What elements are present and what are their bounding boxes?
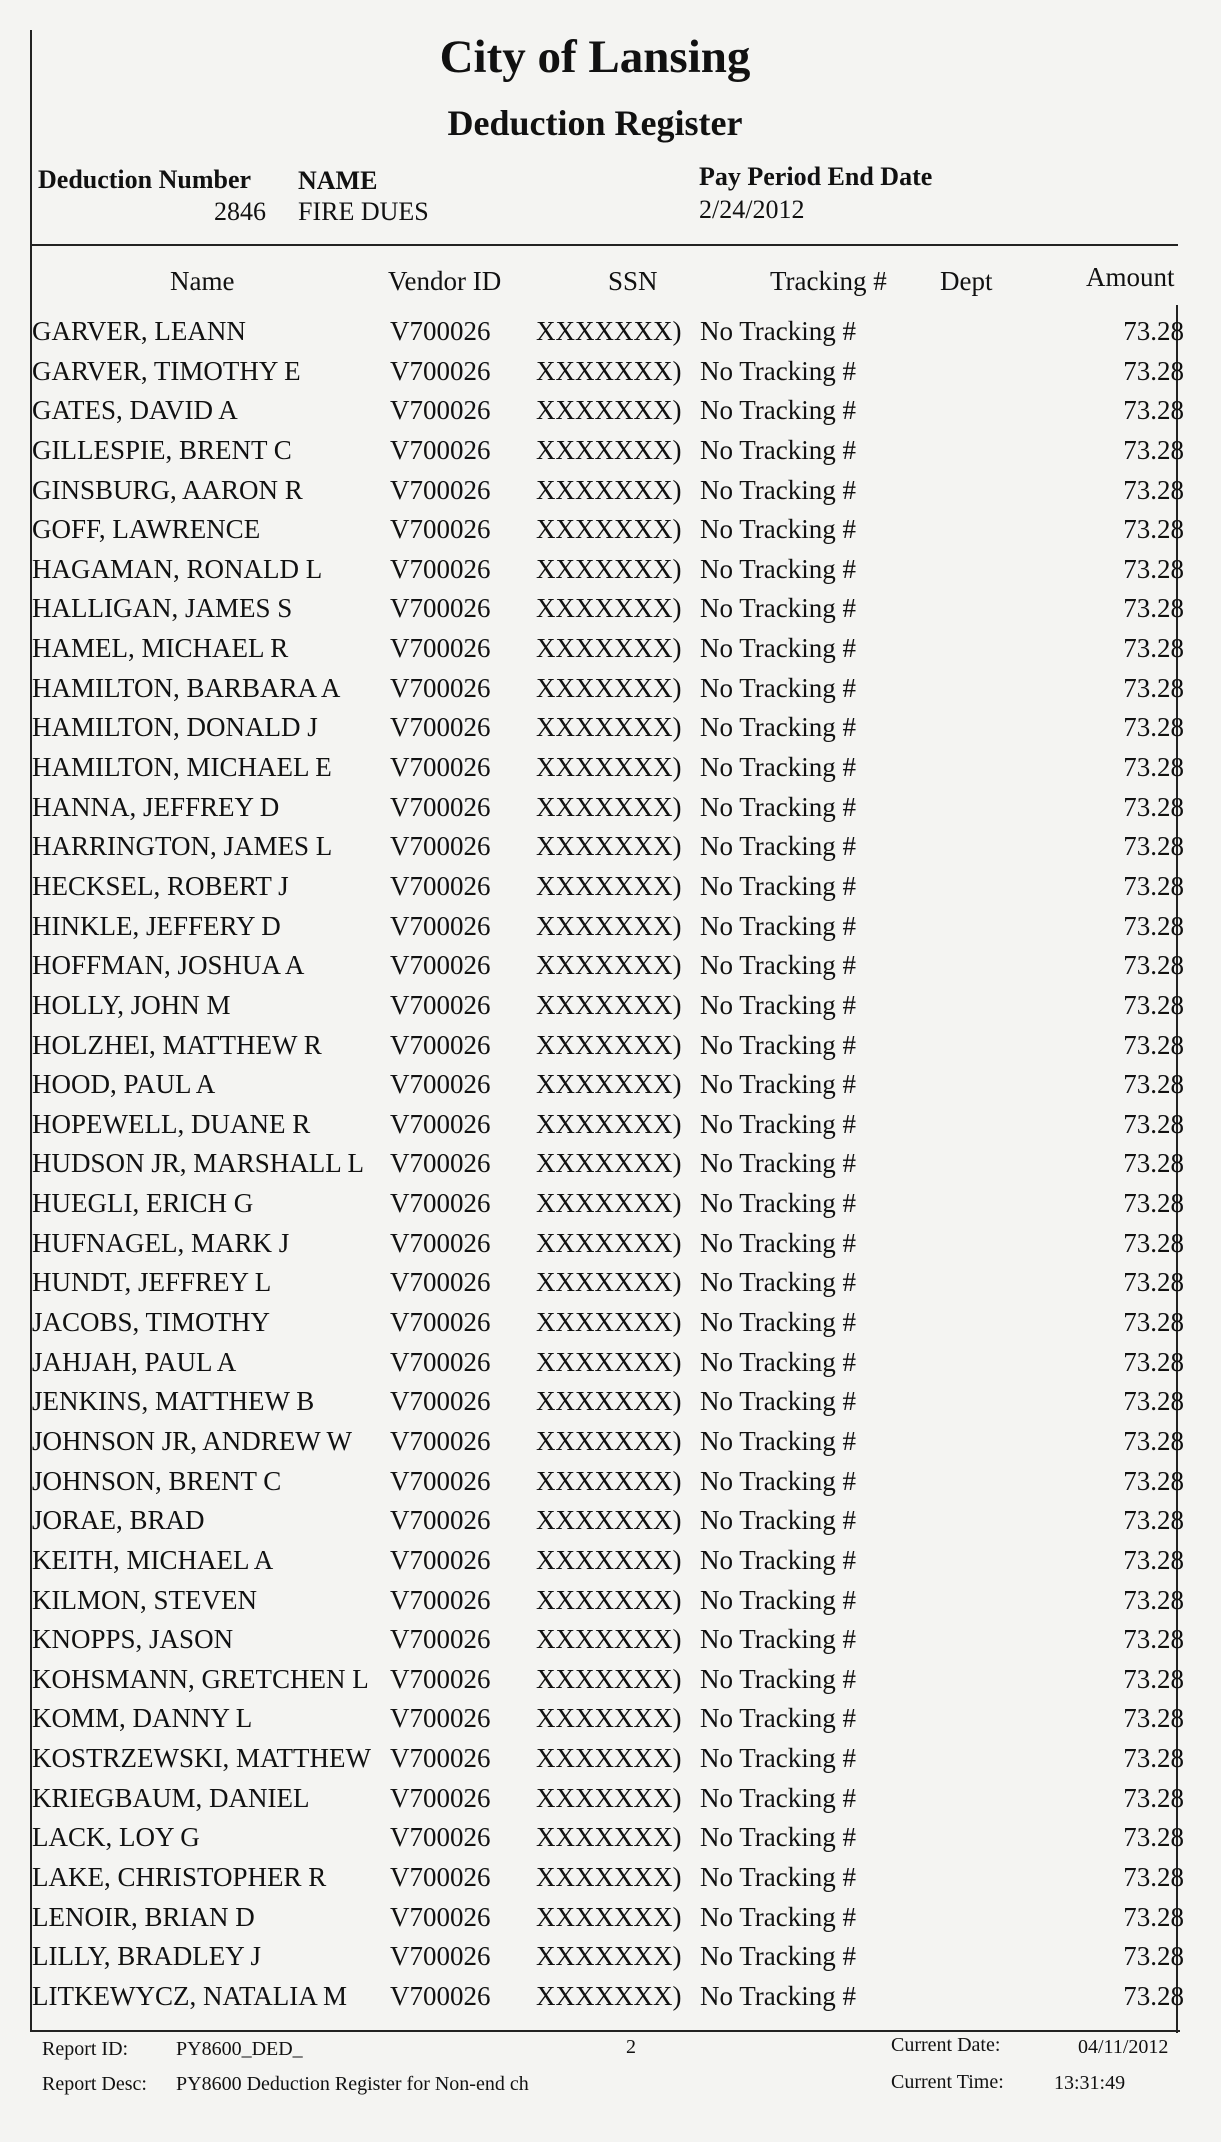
- row-amount: 73.28: [1123, 1743, 1184, 1774]
- row-vendor-id: V700026: [390, 395, 491, 426]
- row-amount: 73.28: [1123, 1227, 1184, 1258]
- row-name: HINKLE, JEFFERY D: [32, 910, 281, 941]
- row-tracking: No Tracking #: [700, 950, 857, 981]
- row-tracking: No Tracking #: [700, 672, 857, 703]
- row-tracking: No Tracking #: [700, 1663, 857, 1694]
- row-amount: 73.28: [1123, 395, 1184, 426]
- row-ssn: XXXXXXX): [536, 1743, 682, 1774]
- column-header-name: Name: [170, 266, 235, 296]
- pay-period-value: 2/24/2012: [699, 195, 805, 224]
- row-ssn: XXXXXXX): [536, 355, 682, 386]
- row-tracking: No Tracking #: [700, 831, 857, 862]
- row-name: HAMEL, MICHAEL R: [32, 633, 289, 664]
- row-name: KRIEGBAUM, DANIEL: [32, 1782, 310, 1813]
- row-vendor-id: V700026: [390, 1703, 491, 1734]
- row-tracking: No Tracking #: [700, 1029, 857, 1060]
- row-tracking: No Tracking #: [700, 1505, 857, 1536]
- row-vendor-id: V700026: [390, 1980, 491, 2011]
- table-row: [0, 1069, 1221, 1109]
- row-vendor-id: V700026: [390, 1307, 491, 1338]
- current-time-value: 13:31:49: [1054, 2072, 1126, 2094]
- header-divider: [30, 244, 1178, 246]
- row-name: JACOBS, TIMOTHY: [32, 1307, 271, 1338]
- row-amount: 73.28: [1123, 1544, 1184, 1575]
- row-ssn: XXXXXXX): [536, 712, 682, 743]
- row-vendor-id: V700026: [390, 1425, 491, 1456]
- table-row: [0, 831, 1221, 871]
- name-label: NAME: [298, 166, 378, 195]
- row-ssn: XXXXXXX): [536, 553, 682, 584]
- row-name: HANNA, JEFFREY D: [32, 791, 280, 822]
- row-name: KEITH, MICHAEL A: [32, 1544, 274, 1575]
- row-tracking: No Tracking #: [700, 989, 857, 1020]
- row-tracking: No Tracking #: [700, 1465, 857, 1496]
- table-row: [0, 554, 1221, 594]
- row-vendor-id: V700026: [390, 434, 491, 465]
- table-row: [0, 1228, 1221, 1268]
- column-header-ssn: SSN: [608, 266, 658, 296]
- deduction-number-value: 2846: [214, 197, 266, 226]
- page-number: 2: [626, 2036, 636, 2058]
- row-tracking: No Tracking #: [700, 1188, 857, 1219]
- row-amount: 73.28: [1123, 1108, 1184, 1139]
- table-row: [0, 1109, 1221, 1149]
- table-row: [0, 1981, 1221, 2021]
- row-vendor-id: V700026: [390, 1663, 491, 1694]
- report-desc-label: Report Desc:: [42, 2073, 147, 2095]
- row-amount: 73.28: [1123, 1386, 1184, 1417]
- row-tracking: No Tracking #: [700, 1703, 857, 1734]
- row-tracking: No Tracking #: [700, 593, 857, 624]
- row-name: HAMILTON, BARBARA A: [32, 672, 341, 703]
- row-tracking: No Tracking #: [700, 1901, 857, 1932]
- row-amount: 73.28: [1123, 831, 1184, 862]
- row-vendor-id: V700026: [390, 1465, 491, 1496]
- row-vendor-id: V700026: [390, 1029, 491, 1060]
- row-vendor-id: V700026: [390, 1386, 491, 1417]
- row-tracking: No Tracking #: [700, 355, 857, 386]
- row-ssn: XXXXXXX): [536, 1980, 682, 2011]
- report-title: City of Lansing: [439, 31, 751, 83]
- table-row: [0, 395, 1221, 435]
- row-ssn: XXXXXXX): [536, 1822, 682, 1853]
- row-amount: 73.28: [1123, 355, 1184, 386]
- footer-divider: [30, 2030, 1180, 2032]
- row-name: HOPEWELL, DUANE R: [32, 1108, 311, 1139]
- row-vendor-id: V700026: [390, 1148, 491, 1179]
- row-name: HUNDT, JEFFREY L: [32, 1267, 272, 1298]
- row-name: HARRINGTON, JAMES L: [32, 831, 333, 862]
- row-vendor-id: V700026: [390, 950, 491, 981]
- row-ssn: XXXXXXX): [536, 1624, 682, 1655]
- row-name: LILLY, BRADLEY J: [32, 1941, 262, 1972]
- row-ssn: XXXXXXX): [536, 1029, 682, 1060]
- table-row: [0, 435, 1221, 475]
- table-row: [0, 792, 1221, 832]
- table-row: [0, 356, 1221, 396]
- table-row: [0, 1902, 1221, 1942]
- row-ssn: XXXXXXX): [536, 672, 682, 703]
- table-row: [0, 673, 1221, 713]
- row-tracking: No Tracking #: [700, 1544, 857, 1575]
- row-name: HUDSON JR, MARSHALL L: [32, 1148, 365, 1179]
- row-ssn: XXXXXXX): [536, 1148, 682, 1179]
- row-ssn: XXXXXXX): [536, 1346, 682, 1377]
- row-amount: 73.28: [1123, 1465, 1184, 1496]
- table-row: [0, 1743, 1221, 1783]
- table-row: [0, 752, 1221, 792]
- row-amount: 73.28: [1123, 752, 1184, 783]
- row-tracking: No Tracking #: [700, 1822, 857, 1853]
- row-amount: 73.28: [1123, 1069, 1184, 1100]
- row-tracking: No Tracking #: [700, 316, 857, 346]
- row-ssn: XXXXXXX): [536, 1267, 682, 1298]
- row-name: JOHNSON, BRENT C: [32, 1465, 282, 1496]
- row-ssn: XXXXXXX): [536, 1703, 682, 1734]
- row-tracking: No Tracking #: [700, 1624, 857, 1655]
- row-vendor-id: V700026: [390, 1822, 491, 1853]
- report-id-value: PY8600_DED_: [176, 2038, 303, 2060]
- row-name: GARVER, TIMOTHY E: [32, 355, 301, 386]
- row-name: KOSTRZEWSKI, MATTHEW: [32, 1743, 371, 1774]
- row-name: LAKE, CHRISTOPHER R: [32, 1861, 327, 1892]
- row-ssn: XXXXXXX): [536, 1307, 682, 1338]
- row-ssn: XXXXXXX): [536, 1544, 682, 1575]
- row-name: LACK, LOY G: [32, 1822, 200, 1853]
- row-vendor-id: V700026: [390, 474, 491, 505]
- row-ssn: XXXXXXX): [536, 752, 682, 783]
- row-ssn: XXXXXXX): [536, 1069, 682, 1100]
- row-ssn: XXXXXXX): [536, 514, 682, 545]
- row-name: HOLLY, JOHN M: [32, 989, 231, 1020]
- row-vendor-id: V700026: [390, 553, 491, 584]
- row-ssn: XXXXXXX): [536, 1227, 682, 1258]
- row-vendor-id: V700026: [390, 1861, 491, 1892]
- row-tracking: No Tracking #: [700, 870, 857, 901]
- row-vendor-id: V700026: [390, 1901, 491, 1932]
- table-row: [0, 871, 1221, 911]
- row-amount: 73.28: [1123, 950, 1184, 981]
- row-ssn: XXXXXXX): [536, 1505, 682, 1536]
- row-tracking: No Tracking #: [700, 1782, 857, 1813]
- row-vendor-id: V700026: [390, 1188, 491, 1219]
- row-ssn: XXXXXXX): [536, 791, 682, 822]
- row-vendor-id: V700026: [390, 791, 491, 822]
- row-ssn: XXXXXXX): [536, 395, 682, 426]
- row-vendor-id: V700026: [390, 989, 491, 1020]
- row-ssn: XXXXXXX): [536, 1782, 682, 1813]
- row-ssn: XXXXXXX): [536, 1901, 682, 1932]
- row-vendor-id: V700026: [390, 1584, 491, 1615]
- row-amount: 73.28: [1123, 1624, 1184, 1655]
- row-amount: 73.28: [1123, 1782, 1184, 1813]
- row-amount: 73.28: [1123, 1663, 1184, 1694]
- report-id-label: Report ID:: [42, 2038, 129, 2060]
- row-amount: 73.28: [1123, 1505, 1184, 1536]
- row-amount: 73.28: [1123, 1861, 1184, 1892]
- row-vendor-id: V700026: [390, 1346, 491, 1377]
- table-row: [0, 1703, 1221, 1743]
- row-amount: 73.28: [1123, 1425, 1184, 1456]
- table-row: [0, 990, 1221, 1030]
- report-subtitle: Deduction Register: [447, 103, 743, 143]
- row-ssn: XXXXXXX): [536, 474, 682, 505]
- row-name: HAGAMAN, RONALD L: [32, 553, 323, 584]
- row-amount: 73.28: [1123, 910, 1184, 941]
- row-tracking: No Tracking #: [700, 553, 857, 584]
- row-vendor-id: V700026: [390, 514, 491, 545]
- row-amount: 73.28: [1123, 1822, 1184, 1853]
- row-name: HAMILTON, MICHAEL E: [32, 752, 332, 783]
- row-name: LENOIR, BRIAN D: [32, 1901, 255, 1932]
- row-tracking: No Tracking #: [700, 474, 857, 505]
- row-amount: 73.28: [1123, 1584, 1184, 1615]
- row-tracking: No Tracking #: [700, 1386, 857, 1417]
- row-amount: 73.28: [1123, 434, 1184, 465]
- table-row: [0, 1545, 1221, 1585]
- row-tracking: No Tracking #: [700, 1941, 857, 1972]
- row-tracking: No Tracking #: [700, 1743, 857, 1774]
- row-name: HOOD, PAUL A: [32, 1069, 216, 1100]
- row-tracking: No Tracking #: [700, 1069, 857, 1100]
- row-name: GINSBURG, AARON R: [32, 474, 303, 505]
- table-row: [0, 1030, 1221, 1070]
- table-row: [0, 712, 1221, 752]
- row-vendor-id: V700026: [390, 712, 491, 743]
- row-amount: 73.28: [1123, 1980, 1184, 2011]
- row-amount: 73.28: [1123, 1148, 1184, 1179]
- row-name: KOHSMANN, GRETCHEN L: [32, 1663, 369, 1694]
- row-name: HOLZHEI, MATTHEW R: [32, 1029, 322, 1060]
- row-amount: 73.28: [1123, 1307, 1184, 1338]
- row-vendor-id: V700026: [390, 1069, 491, 1100]
- row-vendor-id: V700026: [390, 1267, 491, 1298]
- row-ssn: XXXXXXX): [536, 1663, 682, 1694]
- row-amount: 73.28: [1123, 514, 1184, 545]
- row-ssn: XXXXXXX): [536, 1465, 682, 1496]
- row-ssn: XXXXXXX): [536, 1861, 682, 1892]
- row-tracking: No Tracking #: [700, 1267, 857, 1298]
- row-ssn: XXXXXXX): [536, 910, 682, 941]
- row-tracking: No Tracking #: [700, 1148, 857, 1179]
- row-name: LITKEWYCZ, NATALIA M: [32, 1980, 348, 2011]
- current-date-label: Current Date:: [891, 2034, 1001, 2056]
- row-name: HOFFMAN, JOSHUA A: [32, 950, 305, 981]
- row-amount: 73.28: [1123, 1346, 1184, 1377]
- row-name: JENKINS, MATTHEW B: [32, 1386, 315, 1417]
- register-rows: [0, 316, 1221, 2021]
- row-name: KNOPPS, JASON: [32, 1624, 234, 1655]
- row-vendor-id: V700026: [390, 593, 491, 624]
- table-row: [0, 1505, 1221, 1545]
- row-vendor-id: V700026: [390, 355, 491, 386]
- row-ssn: XXXXXXX): [536, 1386, 682, 1417]
- row-name: GARVER, LEANN: [32, 316, 246, 346]
- table-row: [0, 1188, 1221, 1228]
- row-vendor-id: V700026: [390, 831, 491, 862]
- table-row: [0, 1386, 1221, 1426]
- row-amount: 73.28: [1123, 316, 1184, 346]
- table-row: [0, 1941, 1221, 1981]
- column-header-tracking: Tracking #: [770, 266, 887, 296]
- row-ssn: XXXXXXX): [536, 1941, 682, 1972]
- row-tracking: No Tracking #: [700, 752, 857, 783]
- table-row: [0, 1585, 1221, 1625]
- table-row: [0, 1347, 1221, 1387]
- table-row: [0, 593, 1221, 633]
- row-vendor-id: V700026: [390, 752, 491, 783]
- name-value: FIRE DUES: [298, 197, 429, 226]
- table-row: [0, 1822, 1221, 1862]
- row-name: JAHJAH, PAUL A: [32, 1346, 237, 1377]
- row-amount: 73.28: [1123, 633, 1184, 664]
- row-vendor-id: V700026: [390, 1108, 491, 1139]
- row-name: KILMON, STEVEN: [32, 1584, 257, 1615]
- table-row: [0, 1267, 1221, 1307]
- row-amount: 73.28: [1123, 1941, 1184, 1972]
- row-tracking: No Tracking #: [700, 1584, 857, 1615]
- row-tracking: No Tracking #: [700, 1227, 857, 1258]
- row-tracking: No Tracking #: [700, 1108, 857, 1139]
- row-vendor-id: V700026: [390, 672, 491, 703]
- row-tracking: No Tracking #: [700, 514, 857, 545]
- row-amount: 73.28: [1123, 1267, 1184, 1298]
- row-amount: 73.28: [1123, 989, 1184, 1020]
- row-tracking: No Tracking #: [700, 1425, 857, 1456]
- row-ssn: XXXXXXX): [536, 831, 682, 862]
- row-ssn: XXXXXXX): [536, 1584, 682, 1615]
- row-amount: 73.28: [1123, 1188, 1184, 1219]
- row-amount: 73.28: [1123, 672, 1184, 703]
- row-vendor-id: V700026: [390, 633, 491, 664]
- row-vendor-id: V700026: [390, 870, 491, 901]
- row-tracking: No Tracking #: [700, 1980, 857, 2011]
- row-name: HUEGLI, ERICH G: [32, 1188, 254, 1219]
- row-ssn: XXXXXXX): [536, 633, 682, 664]
- row-amount: 73.28: [1123, 870, 1184, 901]
- row-tracking: No Tracking #: [700, 395, 857, 426]
- current-date-value: 04/11/2012: [1078, 2036, 1169, 2058]
- row-tracking: No Tracking #: [700, 791, 857, 822]
- row-amount: 73.28: [1123, 593, 1184, 624]
- row-name: HECKSEL, ROBERT J: [32, 870, 289, 901]
- column-header-amount: Amount: [1086, 262, 1175, 292]
- row-tracking: No Tracking #: [700, 633, 857, 664]
- table-row: [0, 1148, 1221, 1188]
- column-header-vendor-id: Vendor ID: [388, 266, 502, 296]
- table-row: [0, 1307, 1221, 1347]
- table-row: [0, 1862, 1221, 1902]
- row-name: KOMM, DANNY L: [32, 1703, 253, 1734]
- row-tracking: No Tracking #: [700, 910, 857, 941]
- table-row: [0, 633, 1221, 673]
- table-row: [0, 1466, 1221, 1506]
- row-vendor-id: V700026: [390, 1227, 491, 1258]
- table-row: [0, 950, 1221, 990]
- row-tracking: No Tracking #: [700, 1346, 857, 1377]
- row-vendor-id: V700026: [390, 316, 491, 346]
- table-row: [0, 1426, 1221, 1466]
- row-name: HUFNAGEL, MARK J: [32, 1227, 290, 1258]
- row-ssn: XXXXXXX): [536, 870, 682, 901]
- row-ssn: XXXXXXX): [536, 1108, 682, 1139]
- table-row: [0, 475, 1221, 515]
- row-ssn: XXXXXXX): [536, 1425, 682, 1456]
- table-row: [0, 911, 1221, 951]
- row-ssn: XXXXXXX): [536, 434, 682, 465]
- table-row: [0, 316, 1221, 356]
- report-desc-value: PY8600 Deduction Register for Non-end ch: [176, 2073, 529, 2095]
- row-ssn: XXXXXXX): [536, 1188, 682, 1219]
- row-vendor-id: V700026: [390, 1782, 491, 1813]
- table-row: [0, 514, 1221, 554]
- row-tracking: No Tracking #: [700, 1307, 857, 1338]
- row-amount: 73.28: [1123, 791, 1184, 822]
- row-tracking: No Tracking #: [700, 434, 857, 465]
- row-amount: 73.28: [1123, 1703, 1184, 1734]
- row-amount: 73.28: [1123, 1901, 1184, 1932]
- row-vendor-id: V700026: [390, 1505, 491, 1536]
- row-ssn: XXXXXXX): [536, 989, 682, 1020]
- row-ssn: XXXXXXX): [536, 950, 682, 981]
- row-vendor-id: V700026: [390, 910, 491, 941]
- row-name: HAMILTON, DONALD J: [32, 712, 318, 743]
- row-name: HALLIGAN, JAMES S: [32, 593, 293, 624]
- row-amount: 73.28: [1123, 1029, 1184, 1060]
- row-name: JOHNSON JR, ANDREW W: [32, 1425, 353, 1456]
- row-vendor-id: V700026: [390, 1941, 491, 1972]
- row-amount: 73.28: [1123, 474, 1184, 505]
- row-tracking: No Tracking #: [700, 1861, 857, 1892]
- table-row: [0, 1624, 1221, 1664]
- column-header-dept: Dept: [940, 266, 993, 296]
- row-vendor-id: V700026: [390, 1544, 491, 1575]
- row-name: GILLESPIE, BRENT C: [32, 434, 292, 465]
- row-name: GOFF, LAWRENCE: [32, 514, 261, 545]
- table-row: [0, 1664, 1221, 1704]
- row-name: GATES, DAVID A: [32, 395, 238, 426]
- deduction-number-label: Deduction Number: [38, 165, 252, 194]
- table-row: [0, 1783, 1221, 1823]
- row-amount: 73.28: [1123, 712, 1184, 743]
- row-vendor-id: V700026: [390, 1624, 491, 1655]
- row-name: JORAE, BRAD: [32, 1505, 205, 1536]
- row-ssn: XXXXXXX): [536, 316, 682, 346]
- row-vendor-id: V700026: [390, 1743, 491, 1774]
- row-ssn: XXXXXXX): [536, 593, 682, 624]
- row-amount: 73.28: [1123, 553, 1184, 584]
- row-tracking: No Tracking #: [700, 712, 857, 743]
- current-time-label: Current Time:: [891, 2071, 1004, 2093]
- pay-period-label: Pay Period End Date: [699, 162, 933, 191]
